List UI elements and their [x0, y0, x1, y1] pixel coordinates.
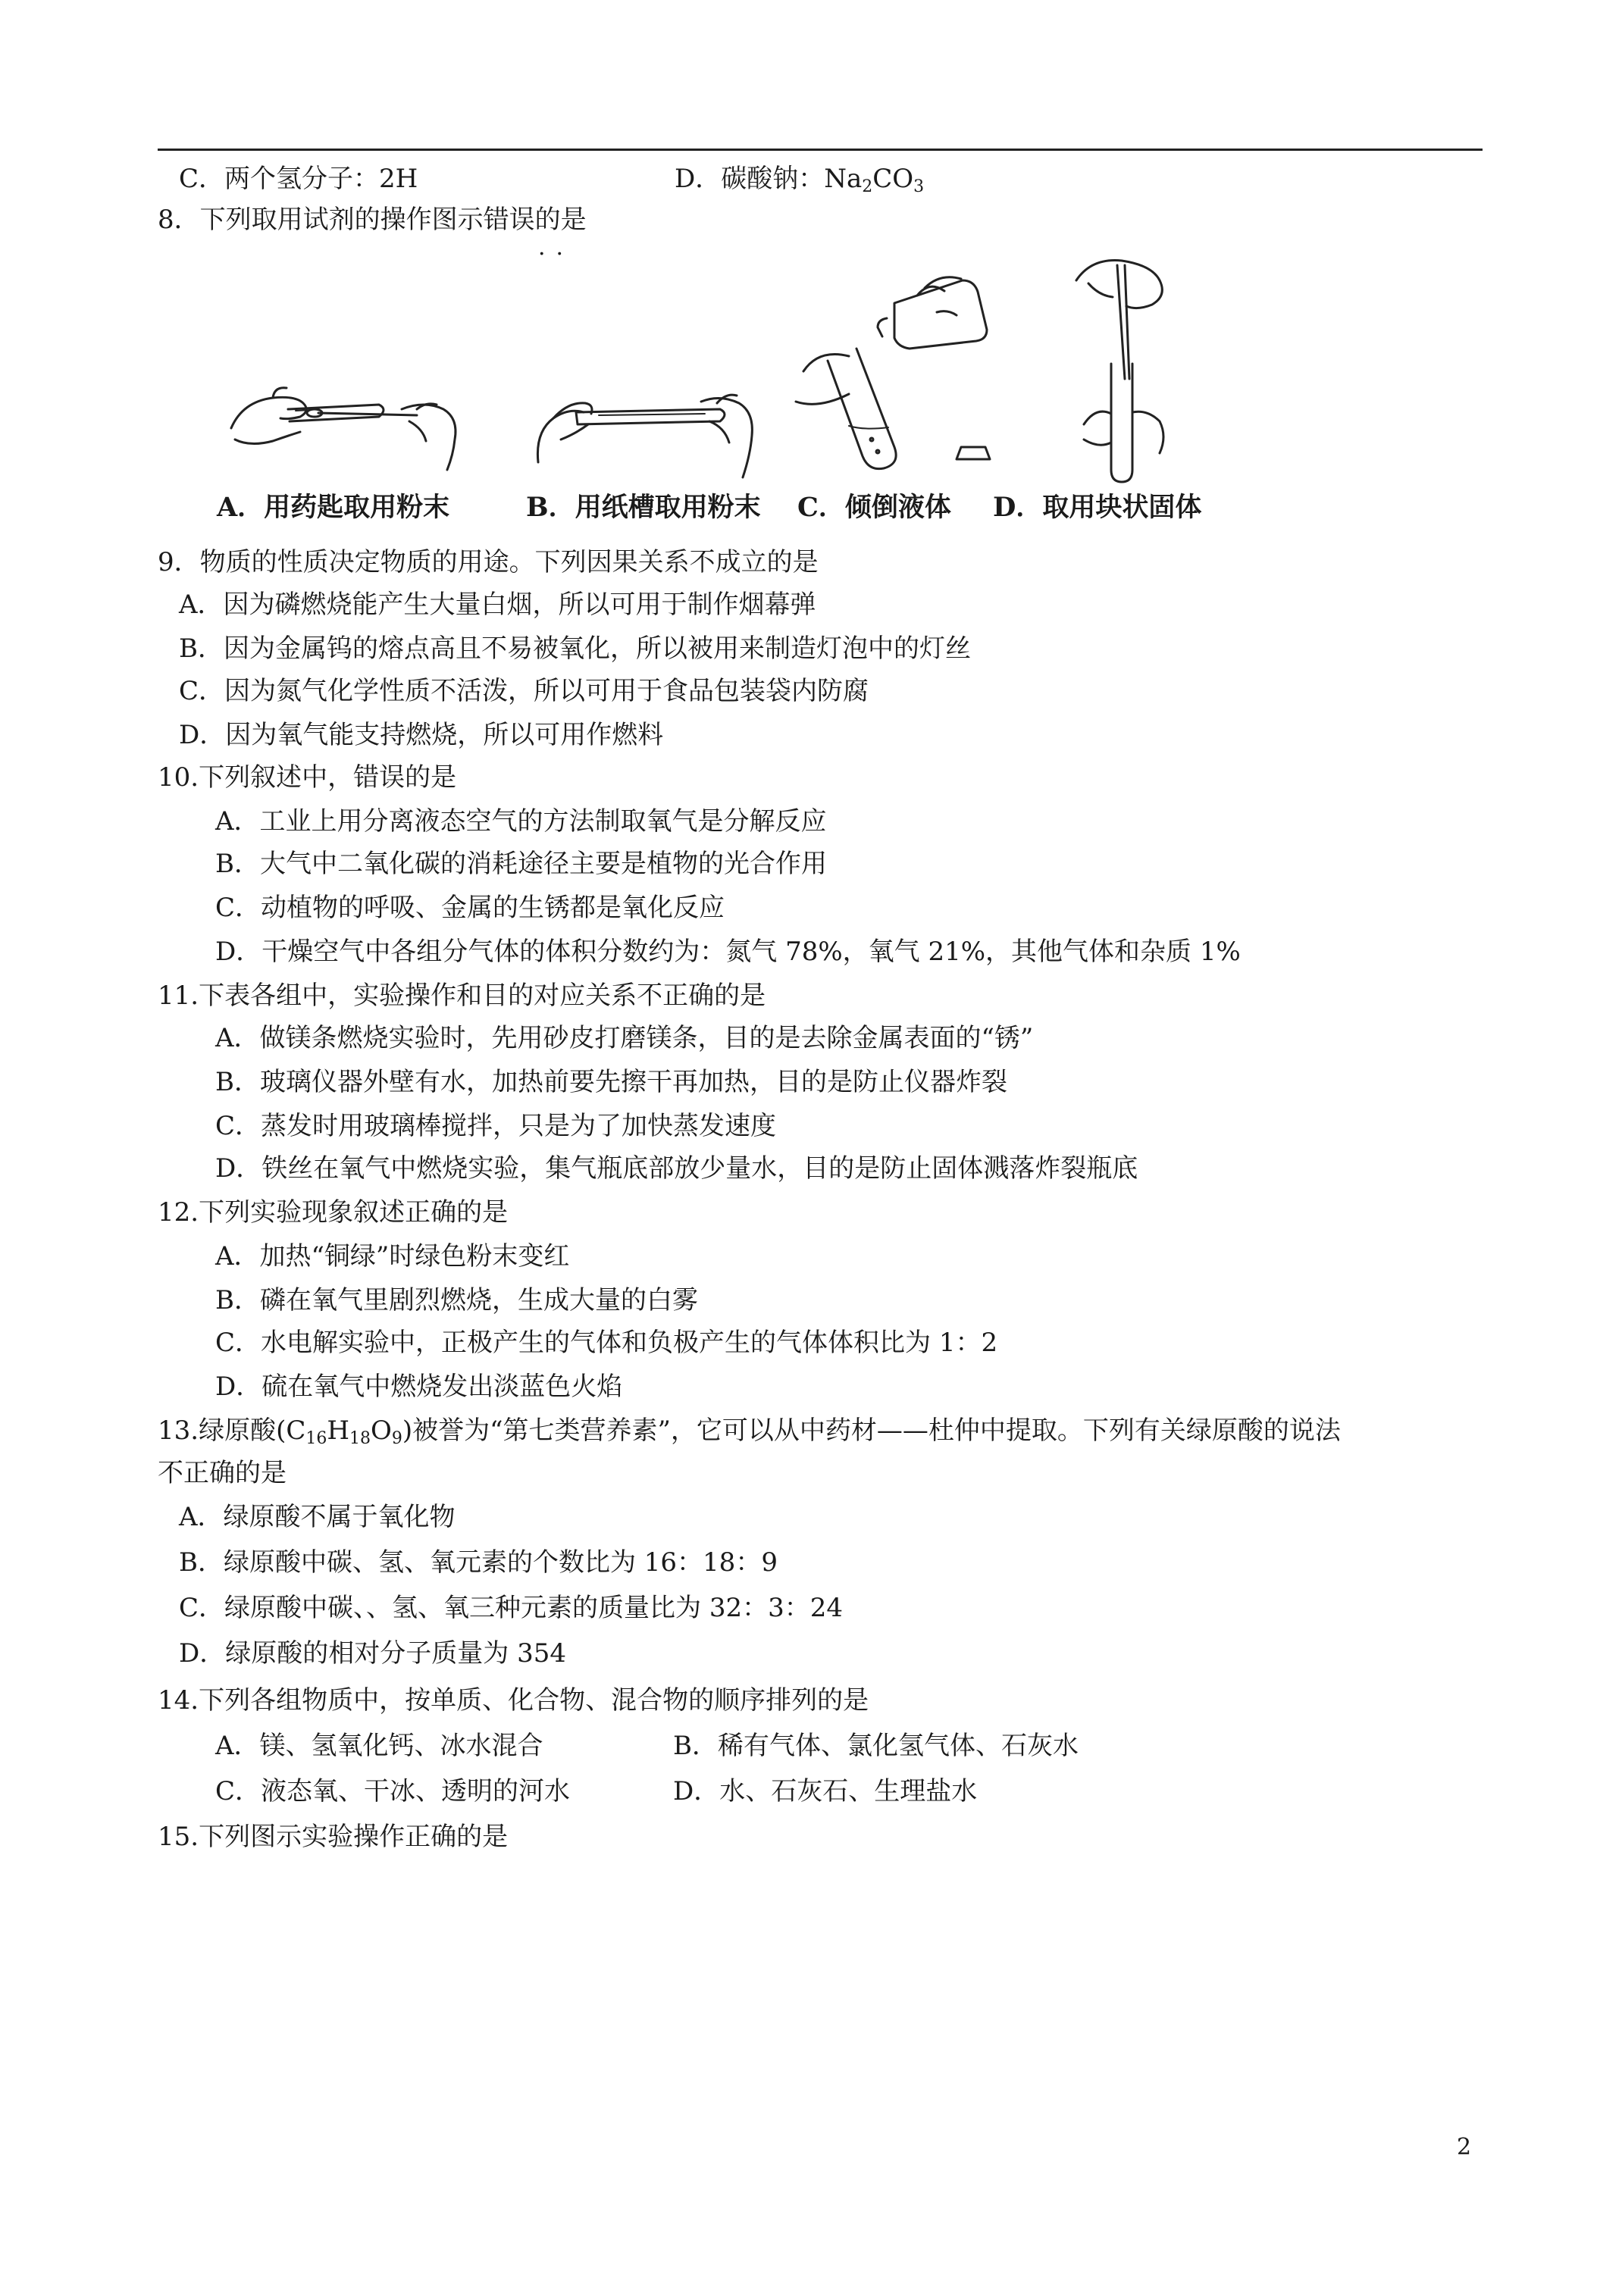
q7-option-d: D．碳酸钠：$Na_2CO_3$	[675, 164, 925, 196]
caption-b: B．用纸槽取用粉末	[526, 492, 761, 523]
q9-option-a: A．因为磷燃烧能产生大量白烟，所以可用于制作烟幕弹	[179, 590, 816, 620]
q11-option-c: C．蒸发时用玻璃棒搅拌，只是为了加快蒸发速度	[215, 1111, 777, 1141]
q13-option-d: D．绿原酸的相对分子质量为 354	[179, 1638, 566, 1669]
caption-d: D．取用块状固体	[993, 492, 1202, 523]
figure-trough-powder	[531, 349, 781, 493]
q9-option-d: D．因为氧气能支持燃烧，所以可用作燃料	[179, 720, 664, 750]
q14-option-a: A．镁、氢氧化钙、冰水混合	[215, 1731, 543, 1761]
q10-option-a: A．工业上用分离液态空气的方法制取氧气是分解反应	[215, 806, 827, 837]
q7-option-c: C．两个氢分子：2H	[179, 164, 418, 194]
q12-option-d: D．硫在氧气中燃烧发出淡蓝色火焰	[215, 1372, 623, 1402]
pour-liquid-illustration	[788, 258, 1008, 500]
page-number: 2	[1457, 2134, 1472, 2160]
caption-a: A．用药匙取用粉末	[217, 492, 450, 523]
q13-option-c: C．绿原酸中碳、、氢、氧三种元素的质量比为 32：3：24	[179, 1593, 843, 1623]
q15-stem: 15.下列图示实验操作正确的是	[158, 1822, 509, 1852]
q12-option-b: B．磷在氧气里剧烈燃烧，生成大量的白雾	[215, 1285, 698, 1315]
q11-option-b: B．玻璃仪器外壁有水，加热前要先擦干再加热，目的是防止仪器炸裂	[215, 1067, 1007, 1097]
q10-option-c: C．动植物的呼吸、金属的生锈都是氧化反应	[215, 893, 725, 923]
q14-option-d: D．水、石灰石、生理盐水	[673, 1776, 978, 1806]
q10-stem: 10.下列叙述中，错误的是	[158, 762, 457, 793]
q11-option-a: A．做镁条燃烧实验时，先用砂皮打磨镁条，目的是去除金属表面的“锈”	[215, 1023, 1034, 1053]
q14-stem: 14.下列各组物质中，按单质、化合物、混合物的顺序排列的是	[158, 1685, 869, 1716]
q12-option-a: A．加热“铜绿”时绿色粉末变红	[215, 1241, 570, 1272]
q9-option-b: B．因为金属钨的熔点高且不易被氧化，所以被用来制造灯泡中的灯丝	[179, 633, 971, 664]
q13-stem-line2: 不正确的是	[158, 1458, 287, 1488]
q10-option-d: D．干燥空气中各组分气体的体积分数约为：氮气 78%，氧气 21%，其他气体和杂质 1%	[215, 937, 1241, 967]
caption-c: C．倾倒液体	[797, 492, 951, 523]
q14-option-b: B．稀有气体、氯化氢气体、石灰水	[673, 1731, 1079, 1761]
emphasis-dots: ··	[538, 241, 575, 267]
q13-option-a: A．绿原酸不属于氧化物	[179, 1502, 456, 1532]
q10-option-b: B．大气中二氧化碳的消耗途径主要是植物的光合作用	[215, 849, 827, 879]
q9-stem: 9．物质的性质决定物质的用途。下列因果关系不成立的是	[158, 547, 819, 577]
q11-option-d: D．铁丝在氧气中燃烧实验，集气瓶底部放少量水，目的是防止固体溅落炸裂瓶底	[215, 1153, 1138, 1184]
q8-stem: 8．下列取用试剂的操作图示错误的是	[158, 205, 587, 235]
header-rule	[158, 149, 1483, 151]
q13-stem: 13.绿原酸$(C_{16}H_{18}O_9)$被誉为“第七类营养素”，它可以从中药材——杜仲中提取。下列有关绿原酸的说法	[158, 1415, 1341, 1448]
q14-option-c: C．液态氧、干冰、透明的河水	[215, 1776, 571, 1806]
trough-tube-illustration	[531, 349, 781, 493]
q11-stem: 11.下表各组中，实验操作和目的对应关系不正确的是	[158, 981, 766, 1011]
q8-figures	[212, 250, 1258, 500]
q13-option-b: B．绿原酸中碳、氢、氧元素的个数比为 16：18：9	[179, 1547, 778, 1578]
solid-block-illustration	[1046, 250, 1198, 500]
figure-spoon-powder	[227, 356, 478, 493]
figure-pour-liquid	[788, 258, 1008, 500]
q12-option-c: C．水电解实验中，正极产生的气体和负极产生的气体体积比为 1：2	[215, 1328, 998, 1358]
q12-stem: 12.下列实验现象叙述正确的是	[158, 1197, 509, 1228]
figure-solid-block	[1046, 250, 1198, 500]
q9-option-c: C．因为氮气化学性质不活泼，所以可用于食品包装袋内防腐	[179, 676, 869, 706]
spoon-tube-illustration	[227, 356, 478, 493]
